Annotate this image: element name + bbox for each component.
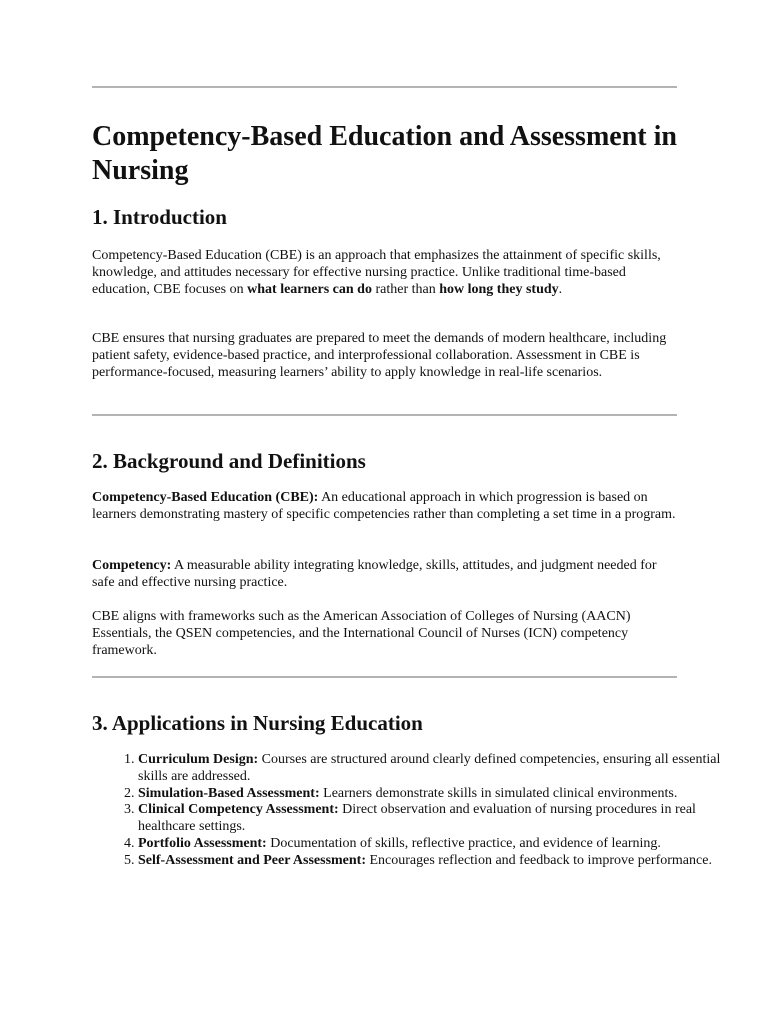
- item-text: Courses are structured around clearly defined competencies, ensuring all essential skills are addressed.: [138, 752, 721, 784]
- list-item: [138, 786, 728, 803]
- item-term: Portfolio Assessment:: [138, 835, 267, 851]
- heading-applications: 3. Applications in Nursing Education: [92, 711, 423, 735]
- item-term: Self-Assessment and Peer Assessment:: [138, 852, 366, 868]
- intro-paragraph-2: CBE ensures that nursing graduates are prepared to meet the demands of modern healthcare, including patient safety, evidence-based practice, and interprofessional collaboration. Assessment in CBE is performance-focused, measuring learners’ ability to apply knowledge in real-life scenarios.: [92, 331, 667, 380]
- list-item: [138, 802, 728, 836]
- divider: [92, 676, 677, 678]
- page-title: Competency-Based Education and Assessment in Nursing: [92, 121, 677, 186]
- intro-paragraph-1: [92, 247, 682, 298]
- text: Competency-Based Education (CBE) is an approach that emphasizes the attainment of specific skills, knowledge, and attitudes necessary for effective nursing practice. Unlike traditional time-based education, CBE focuses on: [92, 248, 661, 297]
- item-term: Curriculum Design:: [138, 752, 259, 767]
- heading-introduction: 1. Introduction: [92, 205, 227, 229]
- item-term: Clinical Competency Assessment:: [138, 802, 339, 818]
- item-term: Simulation-Based Assessment:: [138, 785, 320, 801]
- list-item: [138, 752, 728, 786]
- list-item: [138, 853, 728, 870]
- item-text: Encourages reflection and feedback to improve performance.: [366, 852, 712, 868]
- list-item: [138, 836, 728, 853]
- divider: [92, 86, 677, 88]
- definition-text: An educational approach in which progression is based on learners demonstrating mastery of specific competencies rather than completing a set time in a program.: [92, 490, 676, 522]
- item-text: Documentation of skills, reflective practice, and evidence of learning.: [266, 835, 661, 851]
- item-text: Learners demonstrate skills in simulated clinical environments.: [319, 785, 678, 801]
- divider: [92, 414, 677, 416]
- text: rather than: [371, 282, 440, 297]
- definition-term: Competency-Based Education (CBE):: [92, 490, 319, 505]
- bold-text: how long they study: [439, 282, 559, 297]
- heading-background: 2. Background and Definitions: [92, 449, 366, 473]
- frameworks-paragraph: CBE aligns with frameworks such as the American Association of Colleges of Nursing (AACN) Essentials, the QSEN competencies, and the International Council of Nurses (ICN) competency framework.: [92, 609, 631, 658]
- text: .: [558, 282, 563, 297]
- definition-cbe: [92, 489, 682, 523]
- definition-competency: [92, 557, 682, 591]
- bold-text: what learners can do: [247, 282, 372, 297]
- definition-text: A measurable ability integrating knowledge, skills, attitudes, and judgment needed for safe and effective nursing practice.: [92, 558, 657, 590]
- applications-list: [92, 752, 728, 870]
- item-text: Direct observation and evaluation of nursing procedures in real healthcare settings.: [138, 802, 696, 835]
- definition-term: Competency:: [92, 558, 172, 573]
